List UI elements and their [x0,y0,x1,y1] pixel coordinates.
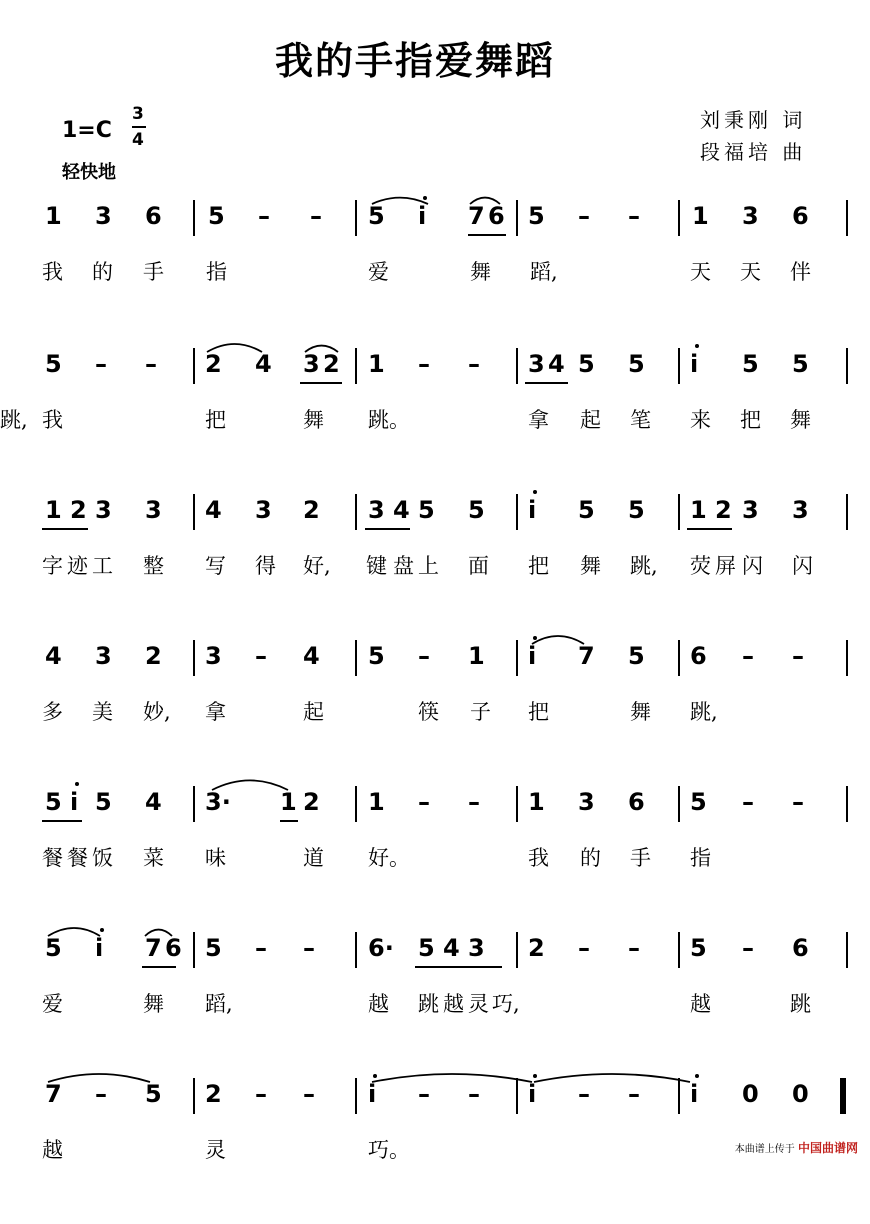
lyric-syllable: 舞 [630,700,651,724]
note: 5 [95,788,112,816]
lyric-syllable: 我 [42,408,63,432]
note: 2 [303,788,320,816]
lyric-syllable: 键 [366,554,387,578]
lyric-syllable: 跳 [790,992,811,1016]
lyric-syllable: 巧, [492,992,520,1016]
note: – [628,934,640,962]
lyric-syllable: 得 [255,554,276,578]
lyric-syllable: 爱 [42,992,63,1016]
note: 2 [715,496,732,524]
lyric-syllable: 盘 [393,554,414,578]
note: 5 [690,788,707,816]
note: 5 [368,642,385,670]
score-system-1 [0,200,870,346]
note: – [303,934,315,962]
note: 3 [95,642,112,670]
lyric-syllable: 筷 [418,700,439,724]
lyric-syllable: 餐 [67,846,88,870]
note: 3 [742,202,759,230]
note: 6· [368,934,394,962]
barline [193,494,195,530]
lyric-syllable: 手 [143,260,164,284]
note: i [690,1080,699,1108]
note: – [742,788,754,816]
note: – [742,934,754,962]
score-system-5 [0,786,870,932]
lyric-syllable: 伴 [790,260,811,284]
lyric-syllable: 舞 [470,260,491,284]
composer-credit: 段福培 曲 [700,140,807,164]
slurs [0,640,870,680]
note: 7 [468,202,485,230]
lyric-syllable: 手 [630,846,651,870]
lyric-syllable: 字 [42,554,63,578]
note: – [792,642,804,670]
note: 7 [45,1080,62,1108]
note: 2 [528,934,545,962]
score-system-2 [0,348,870,494]
note: – [255,934,267,962]
note: – [258,202,270,230]
note: 1 [468,642,485,670]
note: 4 [205,496,222,524]
note: 5 [45,788,62,816]
lyric-syllable: 闪 [792,554,813,578]
note: – [578,934,590,962]
lyric-syllable: 的 [92,260,113,284]
key-signature: 1=C [62,118,112,143]
lyricist-credit: 刘秉刚 词 [700,108,807,132]
note: 6 [488,202,505,230]
slurs [0,932,870,972]
note: 4 [255,350,272,378]
lyric-syllable: 蹈, [205,992,233,1016]
lyric-syllable: 越 [42,1138,63,1162]
note: 1 [45,496,62,524]
note: 2 [145,642,162,670]
lyric-syllable: 越 [368,992,389,1016]
note: – [418,350,430,378]
note: 5 [742,350,759,378]
slur [305,346,338,352]
note: – [145,350,157,378]
note: 1 [368,788,385,816]
footer [735,1139,858,1156]
note: 4 [548,350,565,378]
lyric-syllable: 灵 [205,1138,226,1162]
note: – [418,642,430,670]
lyric-syllable: 荧 [690,554,711,578]
note: i [528,496,537,524]
note: 4 [443,934,460,962]
slurs [0,786,870,826]
lyric-syllable: 蹈, [530,260,558,284]
meter-denominator: 4 [132,130,144,150]
note: i [528,1080,537,1108]
lyric-syllable: 舞 [143,992,164,1016]
lyric-syllable: 多 [42,700,63,724]
note: 2 [205,350,222,378]
note: 3 [145,496,162,524]
note: 3 [528,350,545,378]
lyric-syllable: 来 [690,408,711,432]
note: i [690,350,699,378]
note: 2 [205,1080,222,1108]
note: 1 [528,788,545,816]
note: – [468,788,480,816]
lyric-syllable: 味 [205,846,226,870]
note: 5 [45,934,62,962]
note: 4 [303,642,320,670]
note: i [95,934,104,962]
note: 5 [528,202,545,230]
note: 1 [45,202,62,230]
note: 1 [690,496,707,524]
lyric-syllable: 整 [143,554,164,578]
note: 7 [578,642,595,670]
note: 6 [792,934,809,962]
note: 2 [323,350,340,378]
lyric-syllable: 道 [303,846,324,870]
score-system-3 [0,494,870,640]
note: 3 [368,496,385,524]
lyric-syllable: 把 [740,408,761,432]
note: 5 [628,350,645,378]
lyric-syllable: 起 [580,408,601,432]
note: 5 [468,496,485,524]
note: 0 [792,1080,809,1108]
lyric-syllable: 跳。 [368,408,410,432]
song-title: 我的手指爱舞蹈 [274,39,555,83]
note: – [468,1080,480,1108]
note: – [578,1080,590,1108]
note: 5 [368,202,385,230]
note: 5 [418,496,435,524]
lyric-syllable: 工 [92,554,113,578]
beam-underline [365,528,410,530]
lyric-syllable: 跳 [418,992,439,1016]
note: 3 [95,202,112,230]
lyric-syllable: 上 [418,554,439,578]
lyric-syllable: 舞 [303,408,324,432]
lyric-syllable: 天 [740,260,761,284]
lyric-syllable: 写 [205,554,226,578]
note: 5 [145,1080,162,1108]
note: – [255,642,267,670]
lyric-syllable: 把 [528,700,549,724]
note: – [578,202,590,230]
lyric-syllable: 我 [528,846,549,870]
slur [470,198,500,204]
note: 4 [145,788,162,816]
note: 2 [303,496,320,524]
lyric-syllable: 菜 [143,846,164,870]
slurs [0,348,870,388]
note: – [628,1080,640,1108]
tempo-marking: 轻快地 [62,162,116,183]
lyric-syllable: 闪 [742,554,763,578]
note: 7 [145,934,162,962]
lyric-syllable: 跳, [630,554,658,578]
note: 6 [690,642,707,670]
note: 4 [45,642,62,670]
note: 3 [578,788,595,816]
note: – [742,642,754,670]
meter-numerator: 3 [132,104,144,124]
note: – [95,1080,107,1108]
lyric-syllable: 好, [303,554,331,578]
note: 1 [368,350,385,378]
slurs [0,200,870,240]
barline [678,494,680,530]
note: – [303,1080,315,1108]
lyric-syllable: 越 [443,992,464,1016]
meter-line [132,126,146,128]
note: 5 [628,642,645,670]
lyric-syllable: 起 [303,700,324,724]
note: 5 [208,202,225,230]
note: 6 [792,202,809,230]
note: 3 [792,496,809,524]
lyric-syllable: 跳, [690,700,718,724]
note: 5 [690,934,707,962]
lyric-syllable: 跳, [0,408,28,432]
lyric-syllable: 舞 [580,554,601,578]
note: – [95,350,107,378]
lyric-syllable: 巧。 [368,1138,410,1162]
note: 3 [303,350,320,378]
note: i [418,202,427,230]
barline [355,494,357,530]
note: 3 [205,642,222,670]
note: – [418,788,430,816]
barline [846,494,848,530]
note: 5 [45,350,62,378]
note: 3 [742,496,759,524]
lyric-syllable: 迹 [67,554,88,578]
score-system-4 [0,640,870,786]
lyric-syllable: 把 [528,554,549,578]
lyric-syllable: 屏 [715,554,736,578]
note: 3 [255,496,272,524]
lyric-syllable: 子 [470,700,491,724]
lyric-syllable: 妙, [143,700,171,724]
slur [372,198,428,204]
lyric-syllable: 舞 [790,408,811,432]
note: 5 [418,934,435,962]
lyric-syllable: 越 [690,992,711,1016]
note: 4 [393,496,410,524]
note: 5 [578,496,595,524]
lyric-syllable: 指 [690,846,711,870]
note: 3· [205,788,231,816]
note: – [468,350,480,378]
lyric-syllable: 指 [206,260,227,284]
lyric-syllable: 把 [205,408,226,432]
note: 3 [468,934,485,962]
lyric-syllable: 爱 [368,260,389,284]
lyric-syllable: 拿 [205,700,226,724]
note: 5 [792,350,809,378]
note: i [528,642,537,670]
note: 5 [628,496,645,524]
note: 6 [165,934,182,962]
slurs [0,1078,870,1118]
lyric-syllable: 灵 [468,992,489,1016]
site-logo: 中国曲谱网 [797,1141,858,1155]
lyric-syllable: 美 [92,700,113,724]
note: – [792,788,804,816]
note: 5 [205,934,222,962]
lyric-syllable: 笔 [630,408,651,432]
note: i [70,788,79,816]
beam-underline [687,528,732,530]
note: 5 [578,350,595,378]
lyric-syllable: 面 [468,554,489,578]
lyric-syllable: 饭 [92,846,113,870]
note: – [418,1080,430,1108]
score-system-6 [0,932,870,1078]
lyric-syllable: 好。 [368,846,410,870]
note: 6 [628,788,645,816]
note: – [628,202,640,230]
note: 1 [692,202,709,230]
lyric-syllable: 天 [690,260,711,284]
note: – [255,1080,267,1108]
lyric-syllable: 的 [580,846,601,870]
note: – [310,202,322,230]
note: 6 [145,202,162,230]
octave-dot [533,490,537,494]
barline [516,494,518,530]
lyric-syllable: 我 [42,260,63,284]
beam-underline [42,528,88,530]
note: 3 [95,496,112,524]
note: 1 [280,788,297,816]
note: 2 [70,496,87,524]
note: 0 [742,1080,759,1108]
lyric-syllable: 拿 [528,408,549,432]
note: i [368,1080,377,1108]
lyric-syllable: 餐 [42,846,63,870]
footer-text: 本曲谱上传于 [734,1144,795,1155]
